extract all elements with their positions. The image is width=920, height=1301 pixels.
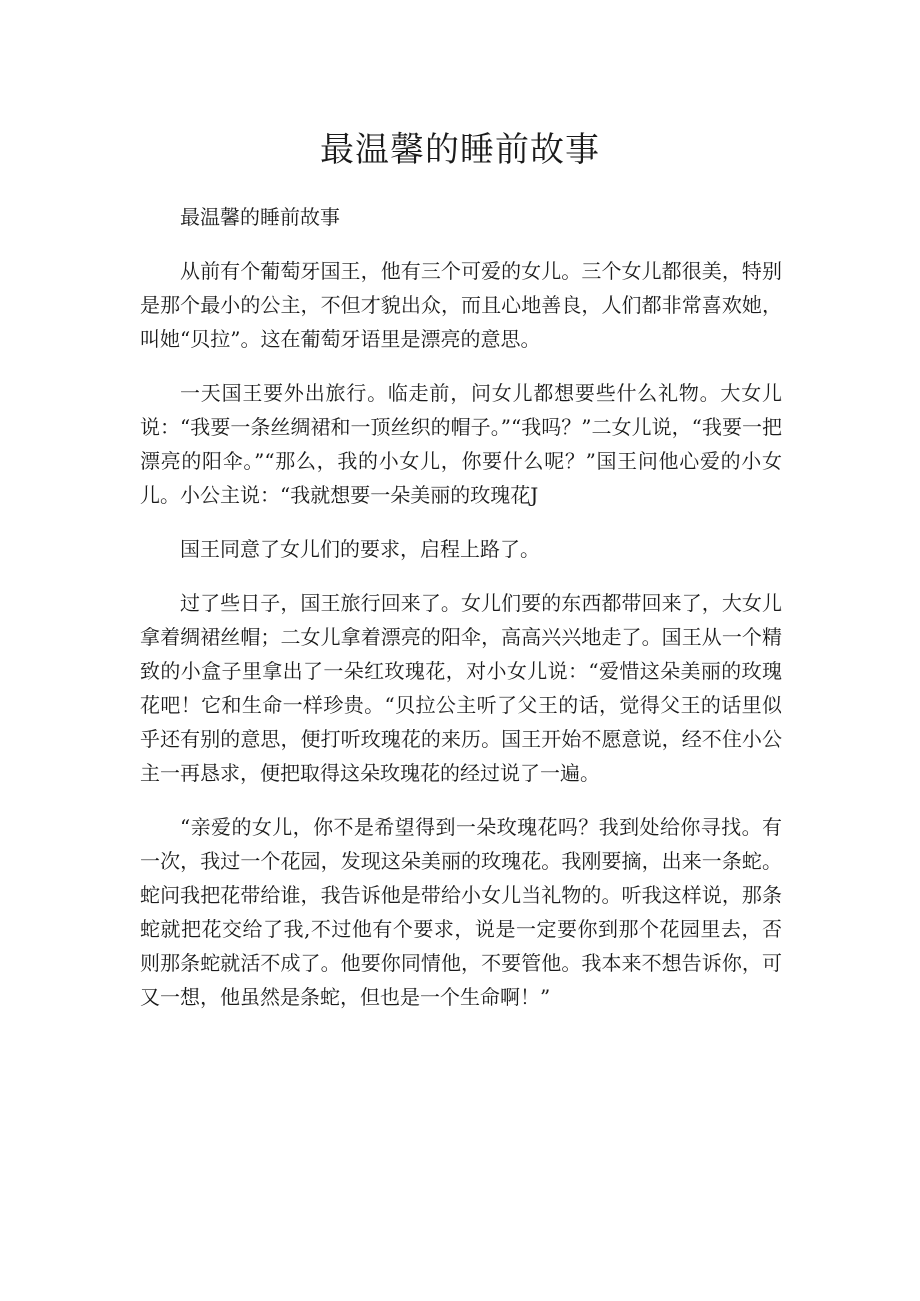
paragraph: 从前有个葡萄牙国王，他有三个可爱的女儿。三个女儿都很美，特别是那个最小的公主，不但才貌出众，而且心地善良，人们都非常喜欢她，叫她“贝拉”。这在葡萄牙语里是漂亮的意思。 [140, 259, 782, 351]
document-body [140, 200, 782, 1034]
paragraph: 国王同意了女儿们的要求，启程上路了。 [180, 537, 540, 561]
document-title: 最温馨的睡前故事 [320, 130, 600, 170]
paragraph: 过了些日子，国王旅行回来了。女儿们要的东西都带回来了，大女儿拿着绸裙丝帽；二女儿拿着漂亮的阳伞，高高兴兴地走了。国王从一个精致的小盒子里拿出了一朵红玫瑰花，对小女儿说：“爱惜这朵美丽的玫瑰花吧！它和生命一样珍贵。“贝拉公主听了父王的话，觉得父王的话里似乎还有别的意思，便打听玫瑰花的来历。国王开始不愿意说，经不住小公主一再恳求，便把取得这朵玫瑰花的经过说了一遍。 [140, 591, 782, 785]
paragraph-subtitle: 最温馨的睡前故事 [180, 205, 340, 229]
paragraph: “亲爱的女儿，你不是希望得到一朵玫瑰花吗？我到处给你寻找。有一次，我过一个花园，发现这朵美丽的玫瑰花。我刚要摘，出来一条蛇。蛇问我把花带给谁，我告诉他是带给小女儿当礼物的。听我这样说，那条蛇就把花交给了我,不过他有个要求，说是一定要你到那个花园里去，否则那条蛇就活不成了。他要你同情他，不要管他。我本来不想告诉你，可又一想，他虽然是条蛇，但也是一个生命啊！” [140, 815, 782, 1009]
paragraph: 一天国王要外出旅行。临走前，问女儿都想要些什么礼物。大女儿说：“我要一条丝绸裙和一顶丝织的帽子。”“我吗？”二女儿说，“我要一把漂亮的阳伞。”“那么，我的小女儿，你要什么呢？”国王问他心爱的小女儿。小公主说：“我就想要一朵美丽的玫瑰花J [140, 381, 782, 507]
